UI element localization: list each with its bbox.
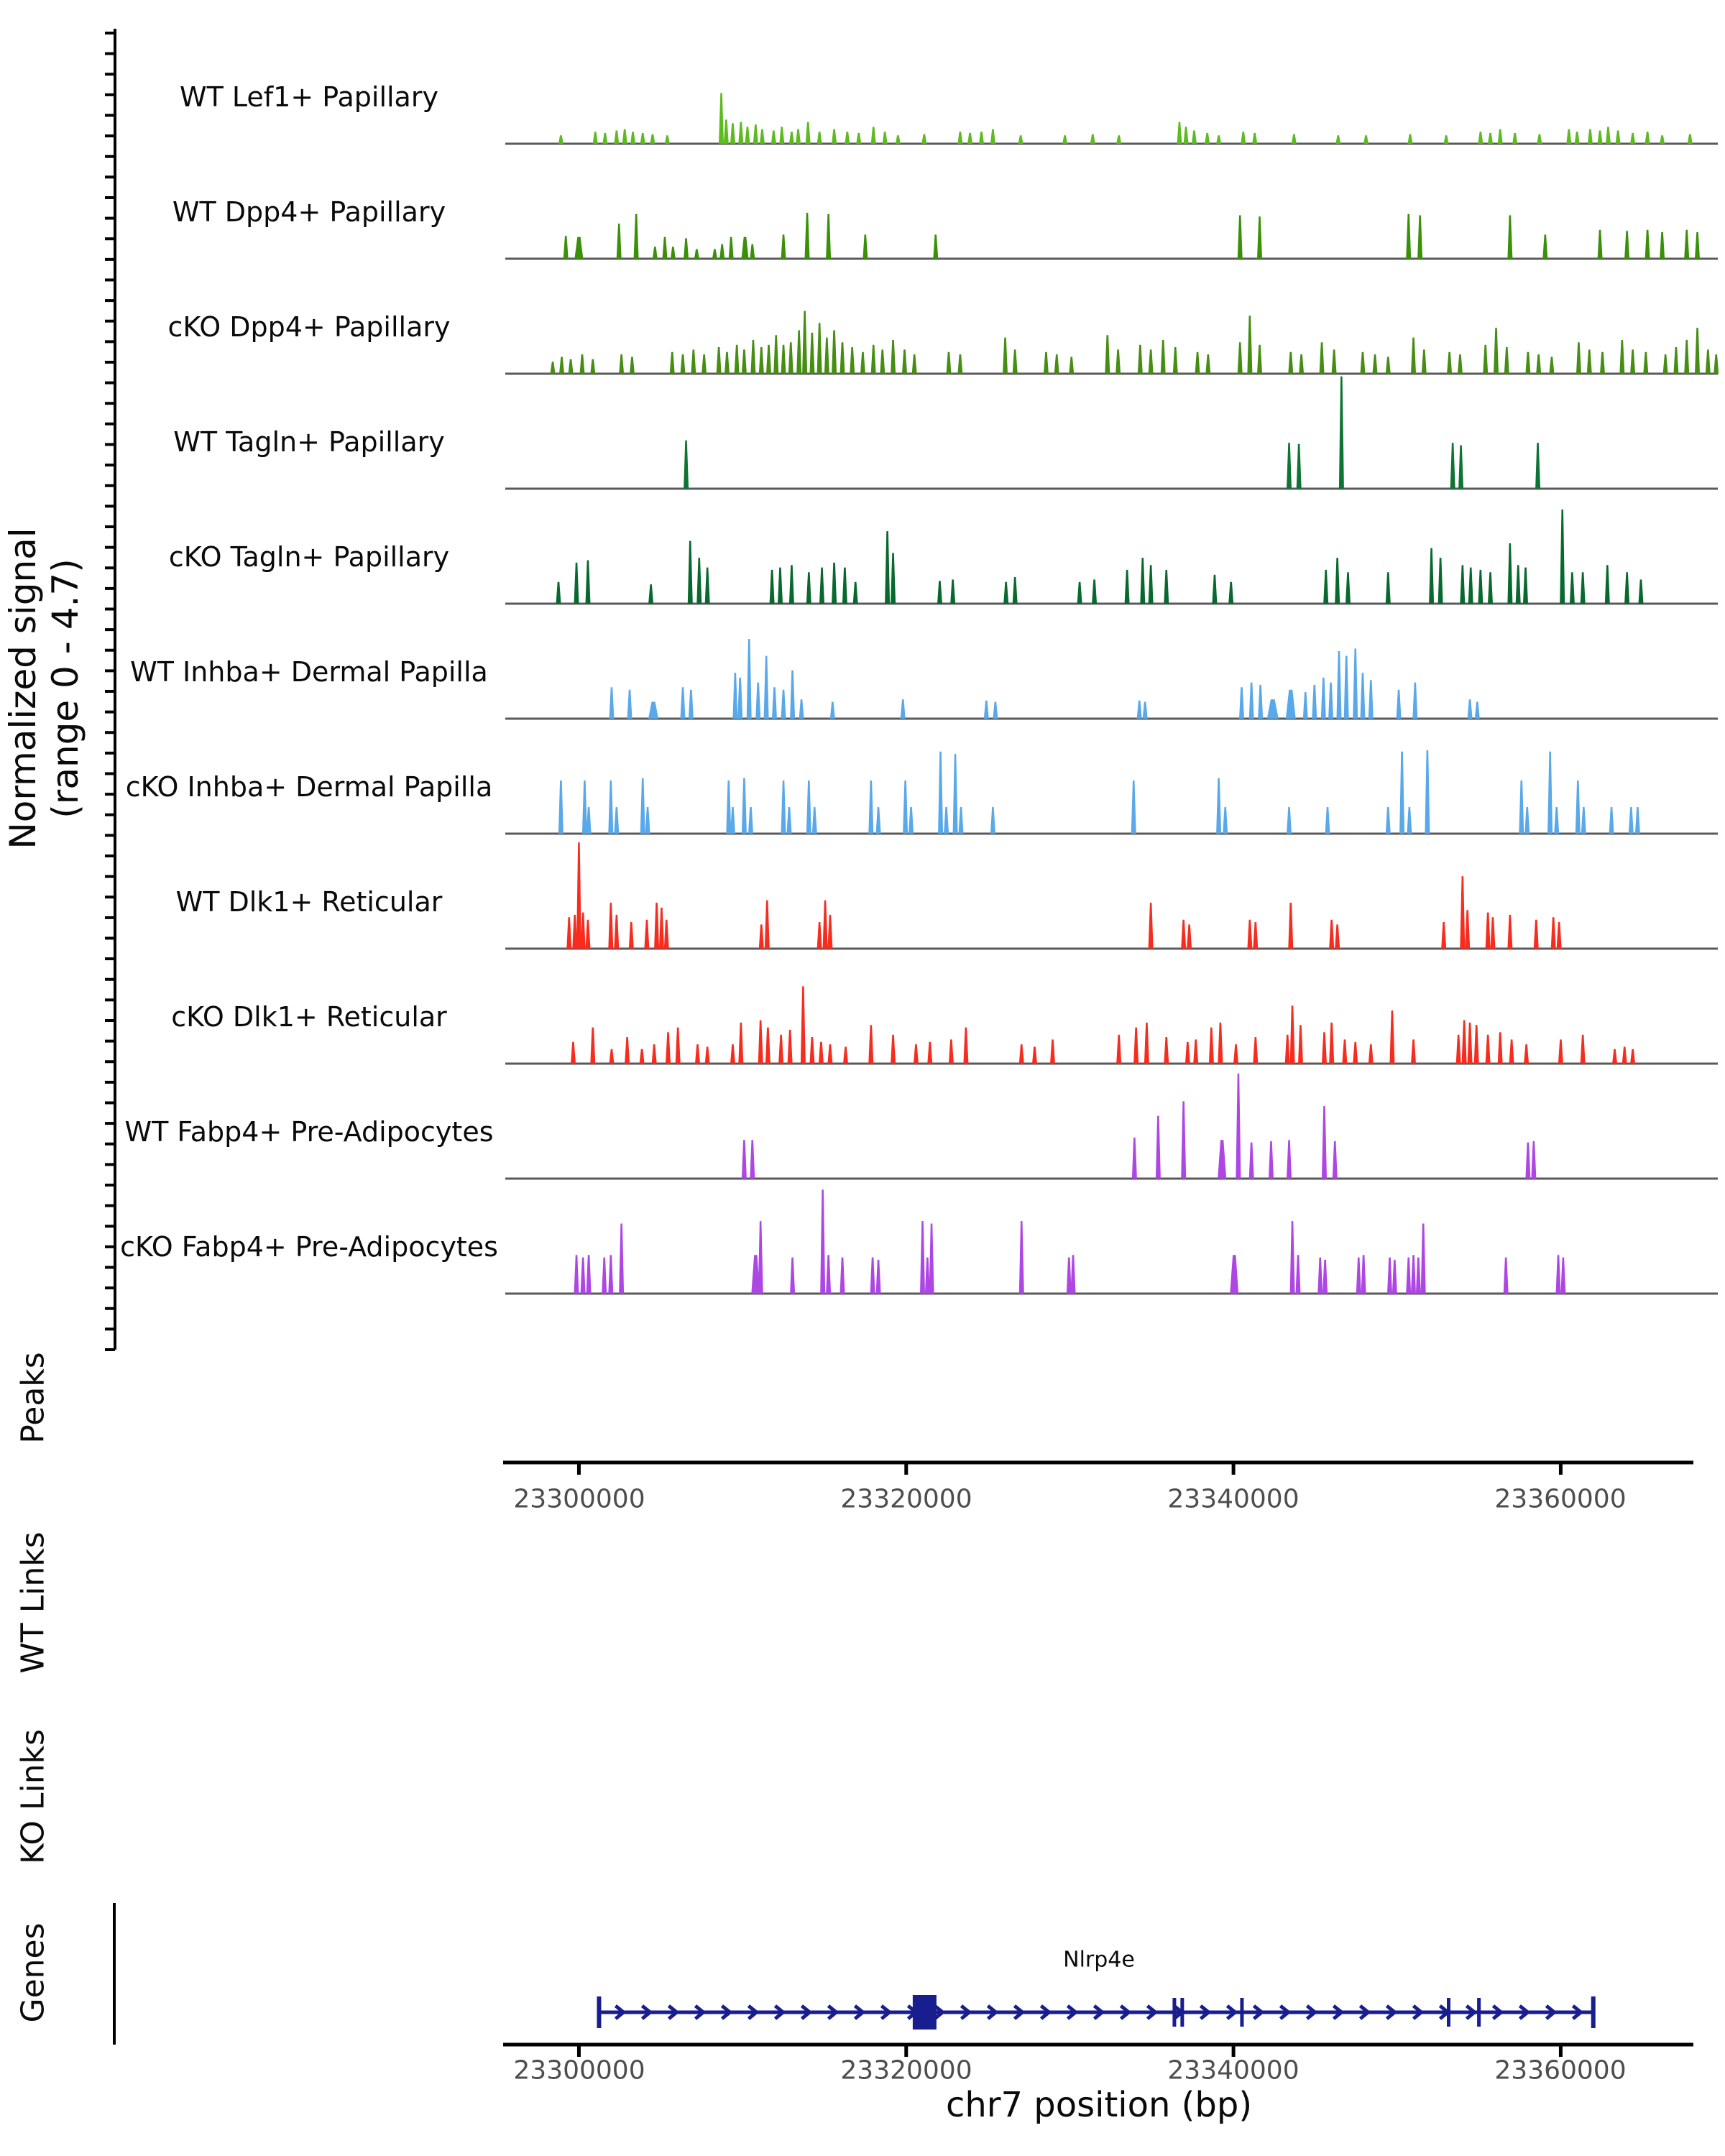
- peaks-x-axis: [503, 1462, 1693, 1475]
- y-axis-title-line2: (range 0 - 4.7): [45, 558, 86, 819]
- section-label-peaks: Peaks: [14, 1352, 52, 1444]
- track-label-cko-dlk1: cKO Dlk1+ Reticular: [171, 1001, 447, 1033]
- coverage-peaks: [556, 510, 1644, 604]
- coverage-peaks: [564, 213, 1700, 259]
- coverage-peaks: [566, 842, 1561, 949]
- track-label-wt-tagln: WT Tagln+ Papillary: [173, 426, 445, 458]
- coverage-peaks: [558, 750, 1640, 834]
- track-label-cko-dpp4: cKO Dpp4+ Papillary: [167, 311, 451, 343]
- peaks-axis-tick-label-1: 23300000: [513, 1484, 645, 1514]
- genome-axis-tick-label-3: 23340000: [1167, 2055, 1300, 2086]
- section-label-ko-links: KO Links: [14, 1728, 52, 1865]
- y-axis-title: [2, 528, 87, 849]
- coverage-peaks: [571, 986, 1635, 1064]
- gene-exon-box: [913, 1995, 937, 2030]
- genome-axis-tick-label-4: 23360000: [1494, 2055, 1627, 2086]
- section-label-genes: Genes: [14, 1922, 52, 2023]
- signal-track: [505, 639, 1718, 719]
- signal-track: [505, 510, 1718, 604]
- track-label-wt-dpp4: WT Dpp4+ Papillary: [172, 196, 446, 228]
- track-label-cko-fabp4: cKO Fabp4+ Pre-Adipocytes: [120, 1231, 498, 1263]
- signal-track: [505, 750, 1718, 834]
- signal-track: [505, 1074, 1718, 1179]
- gene-model: [599, 1995, 1593, 2030]
- track-label-cko-inhba: cKO Inhba+ Dermal Papilla: [125, 771, 493, 803]
- gene-name-label: Nlrp4e: [1063, 1947, 1135, 1973]
- coverage-peaks: [742, 1074, 1536, 1179]
- x-axis-title: chr7 position (bp): [945, 2085, 1253, 2125]
- signal-track: [505, 377, 1718, 489]
- section-label-wt-links: WT Links: [14, 1531, 52, 1674]
- signal-track: [505, 986, 1718, 1064]
- peaks-axis-tick-label-3: 23340000: [1167, 1484, 1300, 1514]
- peaks-axis-tick-label-4: 23360000: [1494, 1484, 1627, 1514]
- signal-track: [505, 93, 1718, 144]
- signal-y-axis: [105, 29, 115, 1350]
- signal-track: [505, 1189, 1718, 1294]
- coverage-peaks: [610, 639, 1480, 719]
- genome-x-axis: [503, 2045, 1693, 2057]
- signal-track: [505, 311, 1719, 374]
- y-axis-title-line1: Normalized signal: [2, 528, 44, 849]
- genome-axis-tick-label-2: 23320000: [840, 2055, 972, 2086]
- coverage-peaks: [558, 93, 1693, 144]
- coverage-peaks: [574, 1189, 1566, 1294]
- coverage-peaks: [684, 377, 1540, 489]
- track-label-wt-inhba: WT Inhba+ Dermal Papilla: [130, 656, 488, 688]
- signal-track: [505, 842, 1718, 949]
- track-label-wt-dlk1: WT Dlk1+ Reticular: [175, 886, 443, 918]
- peaks-axis-tick-label-2: 23320000: [840, 1484, 972, 1514]
- genome-axis-tick-label-1: 23300000: [513, 2055, 645, 2086]
- coverage-peaks: [551, 311, 1719, 374]
- track-label-wt-lef1: WT Lef1+ Papillary: [180, 81, 438, 113]
- track-label-cko-tagln: cKO Tagln+ Papillary: [168, 541, 450, 573]
- track-label-wt-fabp4: WT Fabp4+ Pre-Adipocytes: [124, 1116, 494, 1148]
- signal-track: [505, 213, 1718, 259]
